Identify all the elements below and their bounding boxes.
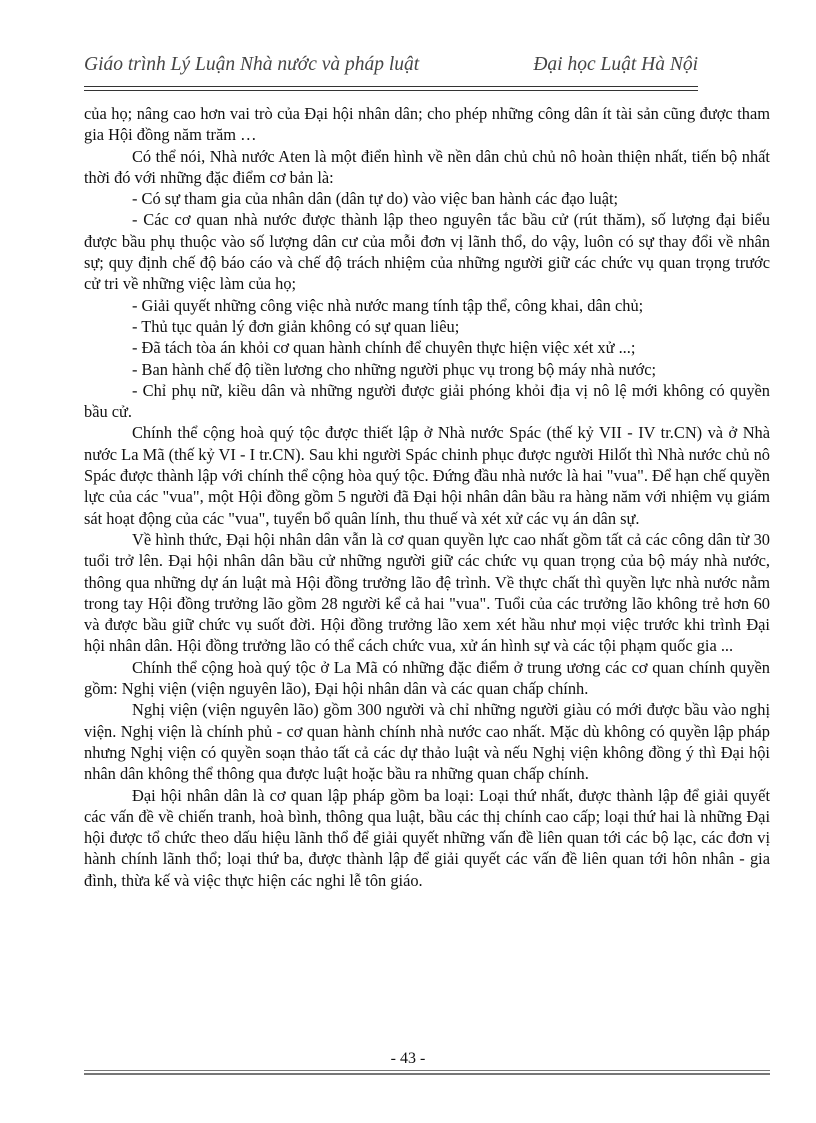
page-number: - 43 - <box>390 1050 426 1067</box>
paragraph: Về hình thức, Đại hội nhân dân vẫn là cơ quan quyền lực cao nhất gồm tất cả các công dân từ 30 tuổi trở lên. Đại hội nhân dân bầu cử những người giữ các chức vụ quan trọng của bộ máy nhà nước, thông qua những dự án luật mà Hội đồng trưởng lão đệ trình. Về thực chất thì quyền lực nhà nước nằm trong tay Hội đồng trưởng lão gồm 28 người kể cả hai "vua". Tuổi của các trưởng lão không trẻ hơn 60 và được bầu giữ chức vụ suốt đời. Hội đồng trưởng lão xem xét hầu như mọi việc trước khi trình Đại hội nhân dân. Hội đồng trưởng lão có thể cách chức vua, xử án hình sự và các tội phạm quốc gia ... <box>84 529 770 656</box>
paragraph: Chính thể cộng hoà quý tộc ở La Mã có những đặc điểm ở trung ương các cơ quan chính quyền gồm: Nghị viện (viện nguyên lão), Đại hội nhân dân và các quan chấp chính. <box>84 657 770 699</box>
bullet-item: - Đã tách tòa án khỏi cơ quan hành chính để chuyên thực hiện việc xét xử ...; <box>132 338 636 358</box>
header-book-title: Giáo trình Lý Luận Nhà nước và pháp luật <box>84 54 420 75</box>
page-header <box>84 40 698 100</box>
paragraph: Chính thể cộng hoà quý tộc được thiết lập ở Nhà nước Spác (thế kỷ VII - IV tr.CN) và ở Nhà nước La Mã (thế kỷ VI - I tr.CN). Sau khi người Spác chinh phục được người Hilốt thì Nhà nước chủ nô Spác được thành lập với chính thể cộng hòa quý tộc. Đứng đầu nhà nước là hai "vua". Để hạn chế quyền lực của các "vua", một Hội đồng gồm 5 người đã Đại hội nhân dân bầu ra hàng năm với nhiệm vụ giám sát hoạt động của các "vua", tuyển bổ quân lính, thu thuế và xét xử các vụ án dân sự. <box>84 423 770 528</box>
page-body <box>84 103 770 891</box>
bullet-item: - Chỉ phụ nữ, kiều dân và những người được giải phóng khỏi địa vị nô lệ mới không có quyền bầu cử. <box>84 380 770 422</box>
paragraph: Có thể nói, Nhà nước Aten là một điển hình về nền dân chủ chủ nô hoàn thiện nhất, tiến bộ nhất thời đó với những đặc điểm cơ bản là: <box>84 146 770 187</box>
bullet-item: - Giải quyết những công việc nhà nước mang tính tập thể, công khai, dân chủ; <box>132 295 644 315</box>
footer-rule <box>84 1070 770 1071</box>
bullet-item: - Các cơ quan nhà nước được thành lập theo nguyên tắc bầu cử (rút thăm), số lượng đại biểu được bầu phụ thuộc vào số lượng dân cư của mỗi đơn vị lãnh thổ, do vậy, luôn có sự thay đổi về nhân sự; quy định chế độ báo cáo và chế độ trách nhiệm của những người giữ các chức vụ quan trọng trước cử tri về những việc làm của họ; <box>84 210 770 294</box>
header-rule-thin <box>84 90 698 91</box>
bullet-item: - Ban hành chế độ tiền lương cho những người phục vụ trong bộ máy nhà nước; <box>132 359 657 379</box>
paragraph: Đại hội nhân dân là cơ quan lập pháp gồm ba loại: Loại thứ nhất, được thành lập để giải quyết các vấn đề về chiến tranh, hoà bình, thông qua luật, bầu các thị chính cao cấp; loại thứ hai là những Đại hội được tổ chức theo dấu hiệu lãnh thổ để giải quyết những vấn đề liên quan tới các bộ lạc, các đơn vị hành chính lãnh thổ; loại thứ ba, được thành lập để giải quyết các vấn đề liên quan tới hôn nhân - gia đình, thừa kế và việc thực hiện các nghi lễ tôn giáo. <box>84 785 770 890</box>
bullet-item: - Thủ tục quản lý đơn giản không có sự quan liêu; <box>132 316 460 336</box>
paragraph: của họ; nâng cao hơn vai trò của Đại hội nhân dân; cho phép những công dân ít tài sản cũng được tham gia Hội đồng năm trăm … <box>84 104 770 145</box>
paragraph: Nghị viện (viện nguyên lão) gồm 300 người và chỉ những người giàu có mới được bầu vào nghị viện. Nghị viện là chính phủ - cơ quan hành chính nhà nước cao nhất. Mặc dù không có quyền lập pháp nhưng Nghị viện có quyền soạn thảo tất cả các dự thảo luật và nếu Nghị viện không đồng ý thì Đại hội nhân dân không thể thông qua được luật hoặc bầu ra những quan chấp chính. <box>84 700 770 784</box>
header-university: Đại học Luật Hà Nội <box>533 54 698 75</box>
bullet-item: - Có sự tham gia của nhân dân (dân tự do) vào việc ban hành các đạo luật; <box>132 189 619 209</box>
header-rule <box>84 86 698 87</box>
footer-rule-thick <box>84 1073 770 1075</box>
